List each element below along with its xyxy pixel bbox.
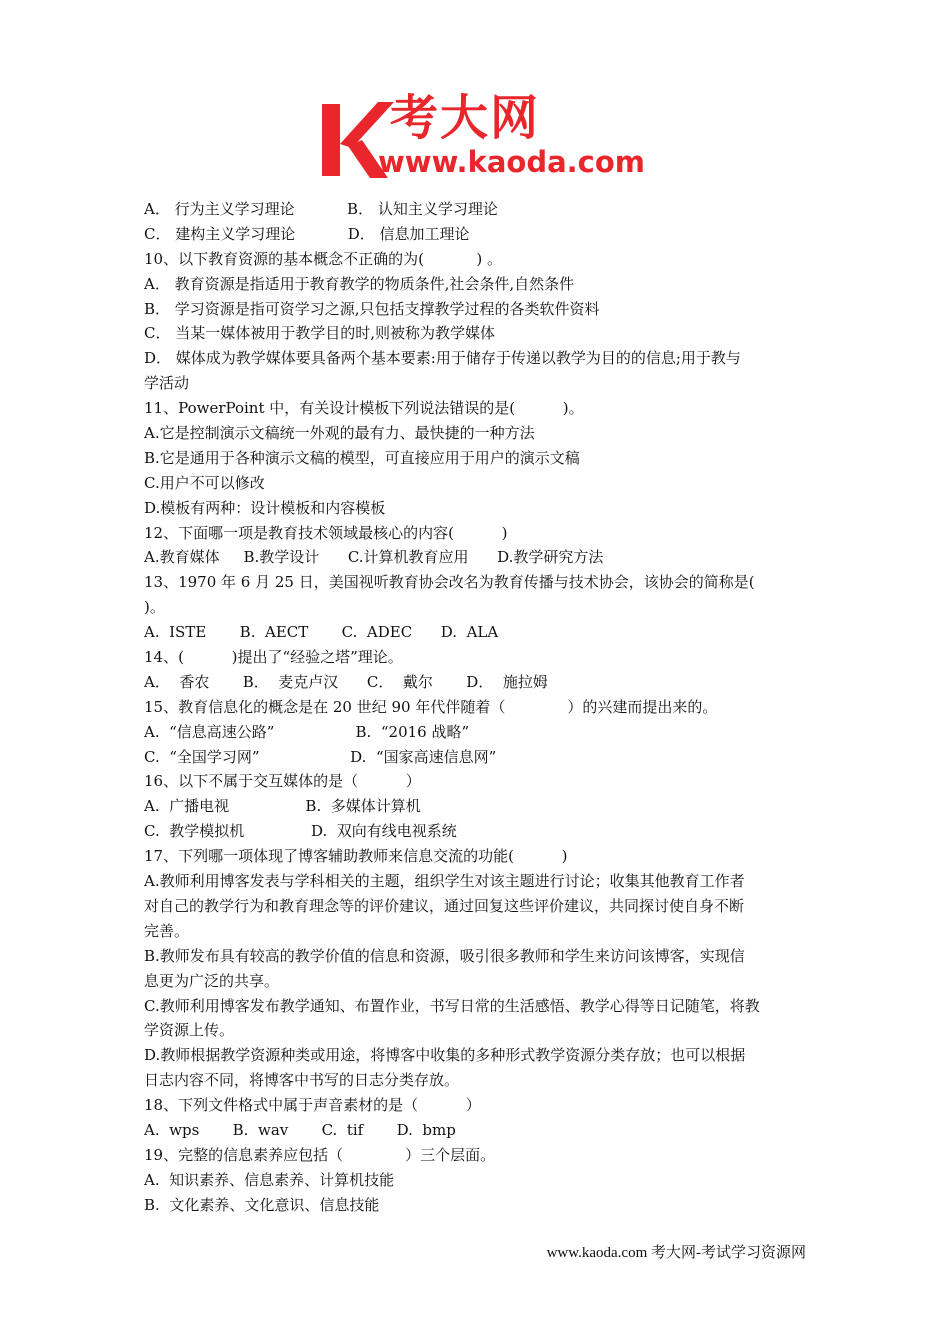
kaoda-logo [318,90,645,186]
text-line: A.教师利用博客发表与学科相关的主题，组织学生对该主题进行讨论；收集其他教育工作者 [144,872,745,891]
text-line: 18、下列文件格式中属于声音素材的是（ ） [144,1096,481,1115]
text-line: A. wps B. wav C. tif D. bmp [144,1120,456,1139]
text-line: B.教师发布具有较高的教学价值的信息和资源，吸引很多教师和学生来访问该博客，实现信 [144,946,745,965]
text-line: 17、下列哪一项体现了博客辅助教师来信息交流的功能( ) [144,847,568,866]
text-line: A. 广播电视 B. 多媒体计算机 [144,797,421,816]
text-line: 19、完整的信息素养应包括（ ）三个层面。 [144,1145,496,1164]
text-line: C． 建构主义学习理论 D． 信息加工理论 [144,224,470,243]
text-line: 学活动 [144,374,190,393]
text-line: A． 行为主义学习理论 B． 认知主义学习理论 [144,200,498,218]
text-line: 16、以下不属于交互媒体的是（ ） [144,772,421,791]
text-line: B. 文化素养、文化意识、信息技能 [144,1195,380,1214]
text-line: A.教育媒体 B.教学设计 C.计算机教育应用 D.教学研究方法 [144,548,604,567]
text-line: C.用户不可以修改 [144,473,265,492]
text-line: )。 [144,598,165,617]
text-line: 11、PowerPoint 中，有关设计模板下列说法错误的是( )。 [144,399,584,418]
text-line: 13、1970 年 6 月 25 日，美国视听教育协会改名为教育传播与技术协会，该协会的简称是( [144,573,755,592]
text-line: 学资源上传。 [144,1021,235,1040]
text-line: 14、( )提出了“经验之塔”理论。 [144,648,403,667]
text-line: 息更为广泛的共享。 [144,971,280,990]
text-line: C． 当某一媒体被用于教学目的时,则被称为教学媒体 [144,324,496,343]
text-line: 对自己的教学行为和教育理念等的评价建议，通过回复这些评价建议，共同探讨使自身不断 [144,896,745,915]
text-line: C. 教学模拟机 D. 双向有线电视系统 [144,822,457,841]
text-line: 10、以下教育资源的基本概念不正确的为( ) 。 [144,249,503,268]
text-line: A. “信息高速公路” B. “2016 战略” [144,722,470,741]
text-line: 完善。 [144,921,190,940]
text-line: A． 香农 B． 麦克卢汉 C． 戴尔 D． 施拉姆 [144,672,548,691]
text-line: A． 教育资源是指适用于教育教学的物质条件,社会条件,自然条件 [144,274,575,293]
text-line: B． 学习资源是指可资学习之源,只包括支撑教学过程的各类软件资料 [144,299,600,318]
text-line: A.它是控制演示文稿统一外观的最有力、最快捷的一种方法 [144,424,535,443]
question-text [144,197,814,1218]
text-line: 日志内容不同，将博客中书写的日志分类存放。 [144,1071,460,1090]
text-line: 12、下面哪一项是教育技术领域最核心的内容( ) [144,523,508,542]
text-line: D． 媒体成为教学媒体要具备两个基本要素:用于储存于传递以教学为目的的信息;用于教与 [144,349,741,368]
logo-brand-url: www.kaoda.com [378,145,645,179]
text-line: A. ISTE B. AECT C. ADEC D. ALA [144,623,499,642]
text-line: B.它是通用于各种演示文稿的模型，可直接应用于用户的演示文稿 [144,448,580,467]
text-line: D.教师根据教学资源种类或用途，将博客中收集的多种形式教学资源分类存放；也可以根据 [144,1046,746,1065]
logo-brand-cn: 考大网 [390,90,541,146]
text-line: D.模板有两种：设计模板和内容模板 [144,498,386,517]
text-line: C. “全国学习网” D. “国家高速信息网” [144,747,497,766]
page-footer: www.kaoda.com 考大网-考试学习资源网 [546,1245,806,1261]
text-line: C.教师利用博客发布教学通知、布置作业，书写日常的生活感悟、教学心得等日记随笔，将教 [144,996,760,1015]
text-line: A. 知识素养、信息素养、计算机技能 [144,1170,395,1189]
text-line: 15、教育信息化的概念是在 20 世纪 90 年代伴随着（ ）的兴建而提出来的。 [144,697,718,716]
